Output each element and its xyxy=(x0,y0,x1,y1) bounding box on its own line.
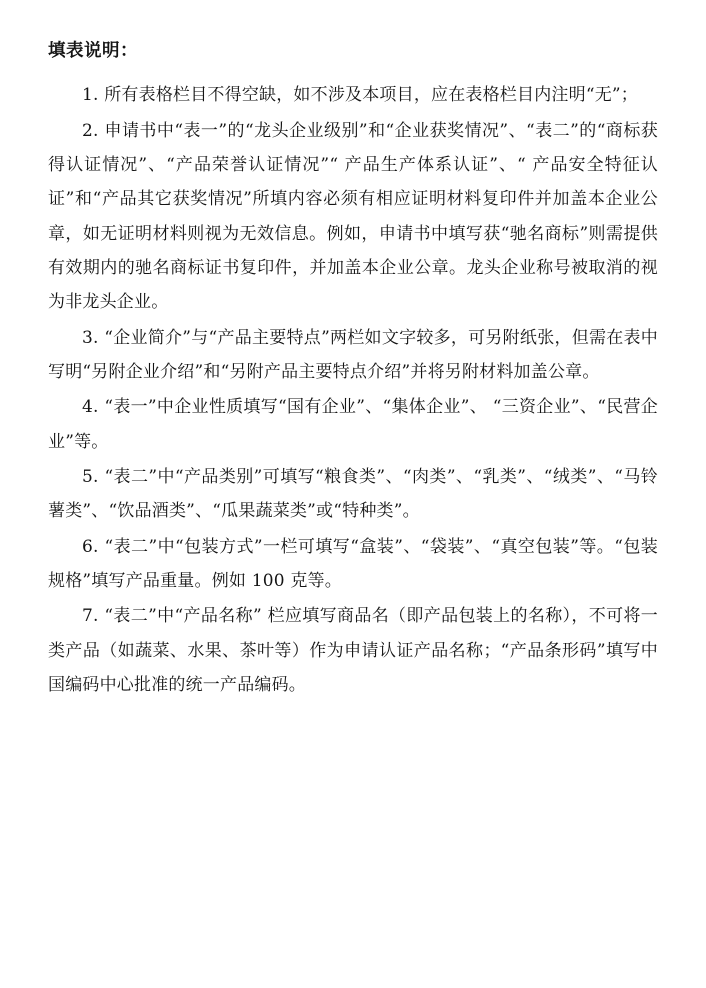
instruction-paragraph-3: 3. “企业简介”与“产品主要特点”两栏如文字较多，可另附纸张，但需在表中写明“另附企业介绍”和“另附产品主要特点介绍”并将另附材料加盖公章。 xyxy=(48,327,658,382)
page-title: 填表说明： xyxy=(48,41,138,61)
instruction-paragraph-2: 2. 申请书中“表一”的“龙头企业级别”和“企业获奖情况”、“表二”的“商标获得认证情况”、“产品荣誉认证情况”“ 产品生产体系认证”、“ 产品安全特征认证”和“产品其它获奖情况”所填内容必须有相应证明材料复印件并加盖本企业公章，如无证明材料则视为无效信息。例如，申请书中填写获“驰名商标”则需提供有效期内的驰名商标证书复印件，并加盖本企业公章。龙头企业称号被取消的视为非龙头企业。 xyxy=(48,120,658,313)
instruction-paragraph-7: 7. “表二”中“产品名称” 栏应填写商品名（即产品包装上的名称），不可将一类产品（如蔬菜、水果、茶叶等）作为申请认证产品名称；“产品条形码”填写中国编码中心批准的统一产品编码。 xyxy=(48,606,658,695)
instruction-paragraph-5: 5. “表二”中“产品类别”可填写“粮食类”、“肉类”、“乳类”、“绒类”、“马铃薯类”、“饮品酒类”、“瓜果蔬菜类”或“特种类”。 xyxy=(48,466,658,522)
instruction-paragraph-1: 1. 所有表格栏目不得空缺，如不涉及本项目，应在表格栏目内注明“无”； xyxy=(82,85,639,106)
instruction-paragraph-6: 6. “表二”中“包装方式”一栏可填写“盒装”、“袋装”、“真空包装”等。“包装规格”填写产品重量。例如 100 克等。 xyxy=(48,536,658,591)
instruction-paragraph-4: 4. “表一”中企业性质填写“国有企业”、“集体企业”、 “三资企业”、“民营企业”等。 xyxy=(48,397,658,452)
